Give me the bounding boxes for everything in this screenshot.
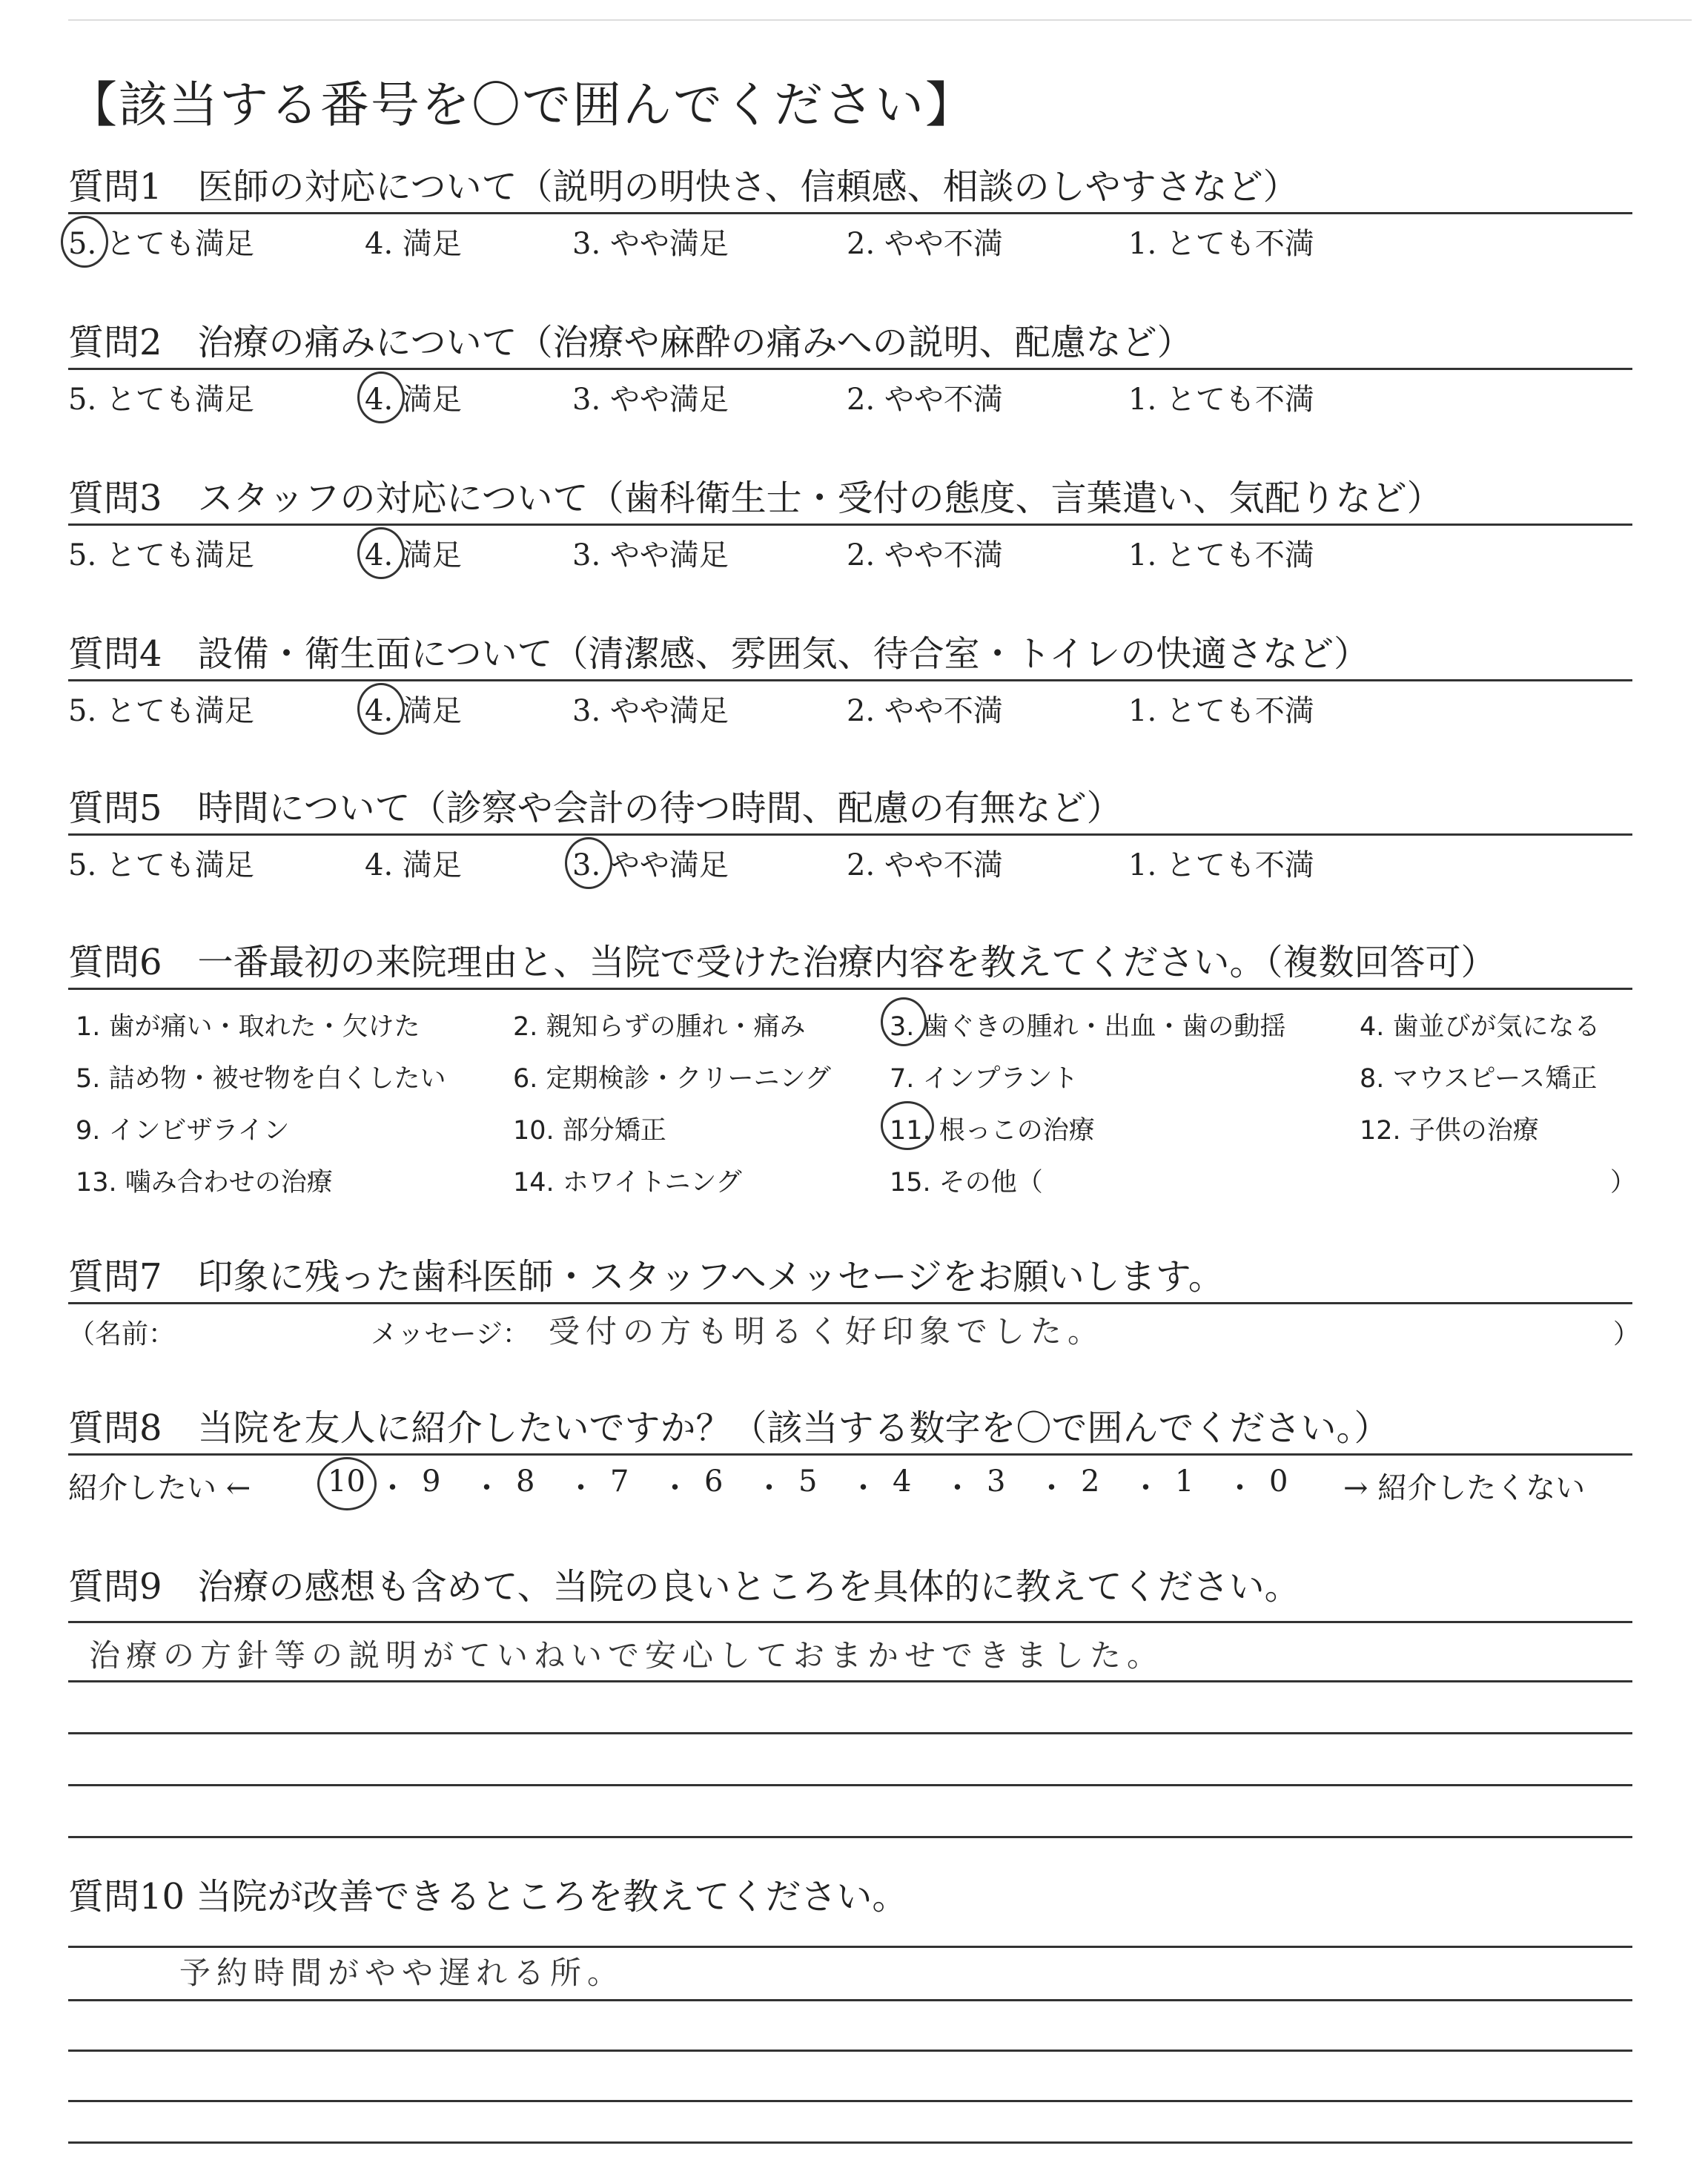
rating-option[interactable]: 3. やや満足 bbox=[572, 383, 729, 417]
question-6-title: 質問6 一番最初の来院理由と、当院で受けた治療内容を教えてください。（複数回答可） bbox=[68, 942, 1497, 983]
question-5-title: 質問5 時間について（診察や会計の待つ時間、配慮の有無など） bbox=[68, 787, 1122, 829]
scale-value[interactable]: 3 bbox=[987, 1464, 1006, 1499]
treatment-option[interactable]: 5. 詰め物・被せ物を白くしたい bbox=[76, 1064, 446, 1094]
rating-option[interactable]: 2. やや不満 bbox=[847, 694, 1003, 728]
selection-circle bbox=[357, 527, 405, 579]
scale-separator: ・ bbox=[471, 1471, 502, 1505]
question-7 bbox=[68, 1255, 1641, 1356]
scale-value[interactable]: 1 bbox=[1175, 1464, 1194, 1499]
scale-value[interactable]: 0 bbox=[1269, 1464, 1288, 1499]
rating-options bbox=[68, 681, 1632, 726]
treatment-option[interactable]: 3. 歯ぐきの腫れ・出血・歯の動揺 bbox=[890, 1012, 1286, 1042]
rating-option[interactable]: 4. 満足 bbox=[365, 694, 462, 728]
question-4 bbox=[68, 632, 1632, 726]
question-3 bbox=[68, 476, 1632, 570]
rating-option[interactable]: 5. とても満足 bbox=[68, 848, 254, 882]
question-2-title: 質問2 治療の痛みについて（治療や麻酔の痛みへの説明、配慮など） bbox=[68, 322, 1193, 363]
scale-separator: ・ bbox=[942, 1471, 973, 1505]
treatment-option[interactable]: 6. 定期検診・クリーニング bbox=[513, 1064, 831, 1094]
question-4-title: 質問4 設備・衛生面について（清潔感、雰囲気、待合室・トイレの快適さなど） bbox=[68, 633, 1370, 675]
recommend-scale bbox=[68, 1456, 1632, 1507]
message-label: メッセージ： bbox=[371, 1319, 529, 1350]
scale-value[interactable]: 5 bbox=[798, 1464, 818, 1499]
selection-circle bbox=[881, 997, 927, 1046]
question-7-message-row bbox=[68, 1304, 1641, 1356]
treatment-option[interactable]: 7. インプラント bbox=[890, 1064, 1079, 1094]
rating-option[interactable]: 3. やや満足 bbox=[572, 538, 729, 572]
rating-option[interactable]: 3. やや満足 bbox=[572, 694, 729, 728]
treatment-option[interactable]: 4. 歯並びが気になる bbox=[1360, 1012, 1601, 1042]
rating-option[interactable]: 2. やや不満 bbox=[847, 227, 1003, 261]
treatment-option[interactable]: 12. 子供の治療 bbox=[1360, 1116, 1539, 1146]
scale-value[interactable]: 10 bbox=[328, 1464, 365, 1499]
scale-separator: ・ bbox=[1036, 1471, 1067, 1505]
question-2 bbox=[68, 320, 1632, 415]
question-9 bbox=[68, 1565, 1632, 1846]
page-title: 【該当する番号を〇で囲んでください】 bbox=[68, 76, 976, 133]
scale-separator: ・ bbox=[377, 1471, 408, 1505]
rating-option[interactable]: 5. とても満足 bbox=[68, 227, 254, 261]
q10-line bbox=[68, 2050, 1632, 2052]
rating-option[interactable]: 2. やや不満 bbox=[847, 538, 1003, 572]
q10-line bbox=[68, 2141, 1632, 2144]
question-6-options bbox=[68, 990, 1637, 1205]
question-6 bbox=[68, 940, 1637, 1205]
scale-value[interactable]: 2 bbox=[1081, 1464, 1100, 1499]
q10-line bbox=[68, 2100, 1632, 2102]
selection-circle bbox=[61, 216, 108, 268]
scale-left-label: 紹介したい ← bbox=[68, 1471, 251, 1505]
rating-option[interactable]: 5. とても満足 bbox=[68, 694, 254, 728]
rating-option[interactable]: 1. とても不満 bbox=[1128, 538, 1314, 572]
scale-separator: ・ bbox=[1131, 1471, 1161, 1505]
message-close-paren: ） bbox=[1613, 1319, 1641, 1350]
rating-option[interactable]: 4. 満足 bbox=[365, 538, 462, 572]
rating-option[interactable]: 3. やや満足 bbox=[572, 848, 729, 882]
rating-option[interactable]: 3. やや満足 bbox=[572, 227, 729, 261]
rating-option[interactable]: 1. とても不満 bbox=[1128, 848, 1314, 882]
treatment-option[interactable]: 1. 歯が痛い・取れた・欠けた bbox=[76, 1012, 420, 1042]
rating-options bbox=[68, 836, 1632, 880]
rating-option[interactable]: 5. とても満足 bbox=[68, 538, 254, 572]
scale-value[interactable]: 7 bbox=[610, 1464, 629, 1499]
q9-line bbox=[68, 1621, 1632, 1623]
treatment-option[interactable]: 10. 部分矯正 bbox=[513, 1116, 666, 1146]
q9-answer: 治療の方針等の説明がていねいで安心しておまかせできました。 bbox=[89, 1637, 1165, 1674]
name-label: （名前： bbox=[68, 1319, 176, 1350]
q9-line bbox=[68, 1732, 1632, 1734]
question-3-title: 質問3 スタッフの対応について（歯科衛生士・受付の態度、言葉遣い、気配りなど） bbox=[68, 478, 1443, 519]
question-10 bbox=[68, 1875, 1632, 2149]
rating-option[interactable]: 2. やや不満 bbox=[847, 848, 1003, 882]
rating-option[interactable]: 5. とても満足 bbox=[68, 383, 254, 417]
question-10-title: 質問10 当院が改善できるところを教えてください。 bbox=[68, 1876, 908, 1918]
scale-separator: ・ bbox=[1225, 1471, 1255, 1505]
question-9-title: 質問9 治療の感想も含めて、当院の良いところを具体的に教えてください。 bbox=[68, 1566, 1300, 1608]
rating-options bbox=[68, 370, 1632, 415]
selection-circle bbox=[881, 1101, 934, 1150]
q9-line bbox=[68, 1836, 1632, 1838]
q10-line bbox=[68, 1946, 1632, 1948]
scale-right-label: → 紹介したくない bbox=[1343, 1471, 1586, 1505]
rating-option[interactable]: 2. やや不満 bbox=[847, 383, 1003, 417]
q10-line bbox=[68, 1999, 1632, 2001]
treatment-option[interactable]: 14. ホワイトニング bbox=[513, 1168, 742, 1198]
scale-separator: ・ bbox=[660, 1471, 690, 1505]
rating-option[interactable]: 4. 満足 bbox=[365, 848, 462, 882]
treatment-option[interactable]: 15. その他（ bbox=[890, 1168, 1043, 1198]
treatment-option[interactable]: 11. 根っこの治療 bbox=[890, 1116, 1095, 1146]
question-8-title: 質問8 当院を友人に紹介したいですか？（該当する数字を〇で囲んでください。） bbox=[68, 1407, 1390, 1449]
question-1 bbox=[68, 165, 1632, 259]
scale-separator: ・ bbox=[848, 1471, 878, 1505]
selection-circle bbox=[357, 683, 405, 735]
question-8 bbox=[68, 1406, 1632, 1507]
scale-value[interactable]: 8 bbox=[516, 1464, 535, 1499]
rating-options bbox=[68, 526, 1632, 570]
message-answer: 受付の方も明るく好印象でした。 bbox=[549, 1313, 1105, 1350]
rating-options bbox=[68, 214, 1632, 259]
question-7-title: 質問7 印象に残った歯科医師・スタッフへメッセージをお願いします。 bbox=[68, 1256, 1224, 1298]
treatment-option[interactable]: 9. インビザライン bbox=[76, 1116, 290, 1146]
rating-option[interactable]: 4. 満足 bbox=[365, 227, 462, 261]
treatment-option: ） bbox=[1610, 1168, 1637, 1198]
scale-value[interactable]: 4 bbox=[893, 1464, 912, 1499]
scale-value[interactable]: 6 bbox=[704, 1464, 724, 1499]
q9-line bbox=[68, 1680, 1632, 1682]
question-5 bbox=[68, 786, 1632, 880]
selection-circle bbox=[565, 837, 612, 889]
q10-answer: 予約時間がやや遅れる所。 bbox=[179, 1955, 625, 1991]
selection-circle bbox=[357, 371, 405, 423]
rating-option[interactable]: 4. 満足 bbox=[365, 383, 462, 417]
rating-option[interactable]: 1. とても不満 bbox=[1128, 383, 1314, 417]
treatment-option[interactable]: 8. マウスピース矯正 bbox=[1360, 1064, 1598, 1094]
rating-option[interactable]: 1. とても不満 bbox=[1128, 694, 1314, 728]
scale-separator: ・ bbox=[754, 1471, 784, 1505]
treatment-option[interactable]: 2. 親知らずの腫れ・痛み bbox=[513, 1012, 806, 1042]
question-1-title: 質問1 医師の対応について（説明の明快さ、信頼感、相談のしやすさなど） bbox=[68, 166, 1299, 208]
treatment-option[interactable]: 13. 噛み合わせの治療 bbox=[76, 1168, 333, 1198]
selection-circle bbox=[317, 1457, 377, 1510]
scale-value[interactable]: 9 bbox=[422, 1464, 441, 1499]
rating-option[interactable]: 1. とても不満 bbox=[1128, 227, 1314, 261]
scale-separator: ・ bbox=[566, 1471, 596, 1505]
q9-line bbox=[68, 1784, 1632, 1786]
top-border bbox=[68, 19, 1692, 21]
